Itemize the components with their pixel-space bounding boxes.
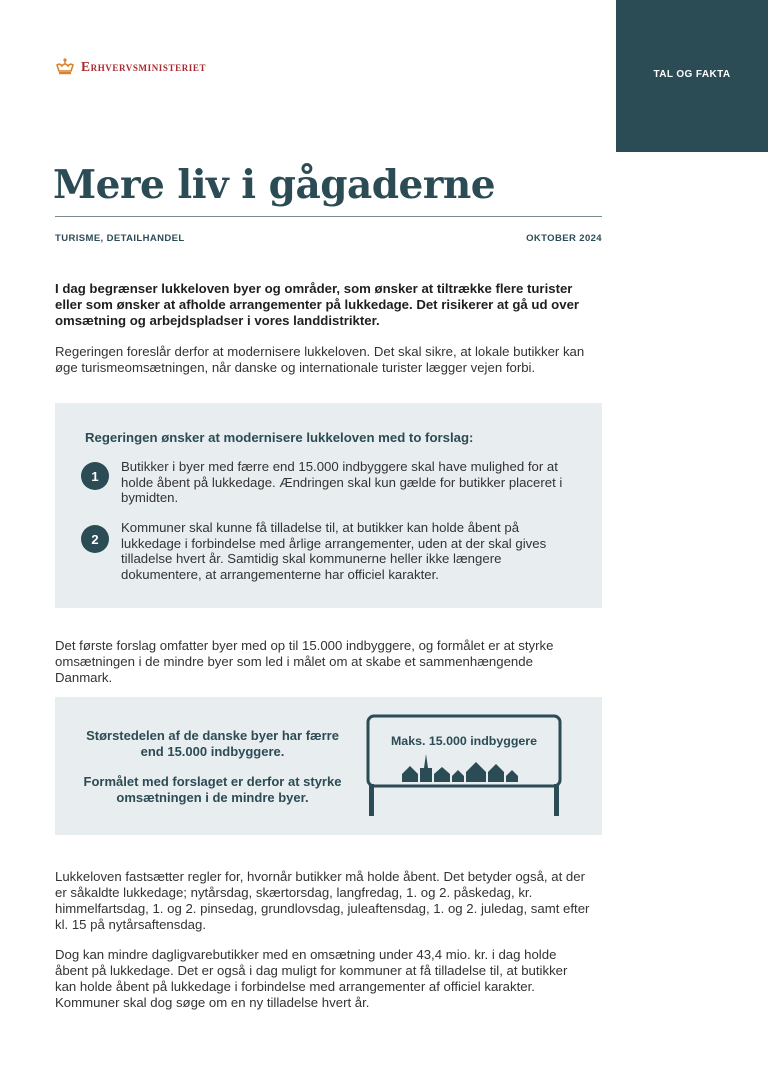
- proposals-box: [55, 403, 602, 608]
- info-box: [55, 697, 602, 835]
- section-tab: [616, 0, 768, 152]
- grocery-paragraph: Dog kan mindre dagligvarebutikker med en omsætning under 43,4 mio. kr. i dag holde åbent på lukkedage. Det er også i dag muligt for kommuner at få tilladelse til, at butikker kan holde åbent på lukkedage i forbindelse med arrangementer af officiel karakter. Kommuner skal dog søge om en ny tilladelse hvert år.: [55, 947, 568, 1010]
- info-callout-2: Formålet med forslaget er derfor at styrke omsætningen i de mindre byer.: [83, 774, 342, 805]
- crown-icon: [55, 57, 75, 77]
- first-proposal-paragraph: Det første forslag omfatter byer med op til 15.000 indbyggere, og formålet er at styrke omsætningen i de mindre byer som led i målet om at skabe et sammenhængende Danmark.: [55, 638, 554, 685]
- town-sign-icon: [366, 714, 562, 817]
- title-divider: [55, 216, 602, 217]
- town-sign: [366, 714, 562, 817]
- proposal-text: Kommuner skal kunne få tilladelse til, at butikker kan holde åbent på lukkedage i forbindelse med årlige arrangementer, uden at der skal gives tilladelse hvert år. Samtidig skal kommunerne heller ikke længere dokumentere, at arrangementerne har officiel karakter.: [121, 520, 547, 582]
- number-badge: 2: [81, 525, 109, 553]
- ministry-name: Erhvervsministeriet: [81, 59, 207, 74]
- number-badge: 1: [81, 462, 109, 490]
- info-callout-1: Størstedelen af de danske byer har færre end 15.000 indbyggere.: [86, 728, 339, 759]
- closing-days-paragraph: Lukkeloven fastsætter regler for, hvornår butikker må holde åbent. Det betyder også, at der er såkaldte lukkedage; nytårsdag, skærtorsdag, langfredag, 1. og 2. påskedag, kr. himmelfartsdag, 1. og 2. pinsedag, grundlovsdag, juleaftensdag, 1. og 2. juledag, samt efter kl. 15 på nytårsaftensdag.: [55, 869, 590, 932]
- proposal-text: Butikker i byer med færre end 15.000 indbyggere skal have mulighed for at holde åbent på lukkedage. Ændringen skal kun gælde for butikker placeret i bymidten.: [121, 459, 563, 505]
- intro-lead: I dag begrænser lukkeloven byer og områder, som ønsker at tiltrække flere turister eller som ønsker at afholde arrangementer på lukkedage. Det risikerer at gå ud over omsætning og arbejdspladser i vores landdistrikter.: [55, 281, 580, 328]
- page-title: Mere liv i gågaderne: [53, 162, 496, 208]
- date-label: OKTOBER 2024: [526, 233, 602, 244]
- intro-body: Regeringen foreslår derfor at modernisere lukkeloven. Det skal sikre, at lokale butikker kan øge turismeomsætningen, når danske og internationale turister lægger vejen forbi.: [55, 344, 585, 375]
- section-tab-label: TAL OG FAKTA: [653, 69, 731, 80]
- proposals-heading: Regeringen ønsker at modernisere lukkeloven med to forslag:: [85, 430, 474, 445]
- category-label: TURISME, DETAILHANDEL: [55, 233, 185, 244]
- ministry-logo: [55, 57, 206, 77]
- sign-label: Maks. 15.000 indbyggere: [390, 734, 537, 748]
